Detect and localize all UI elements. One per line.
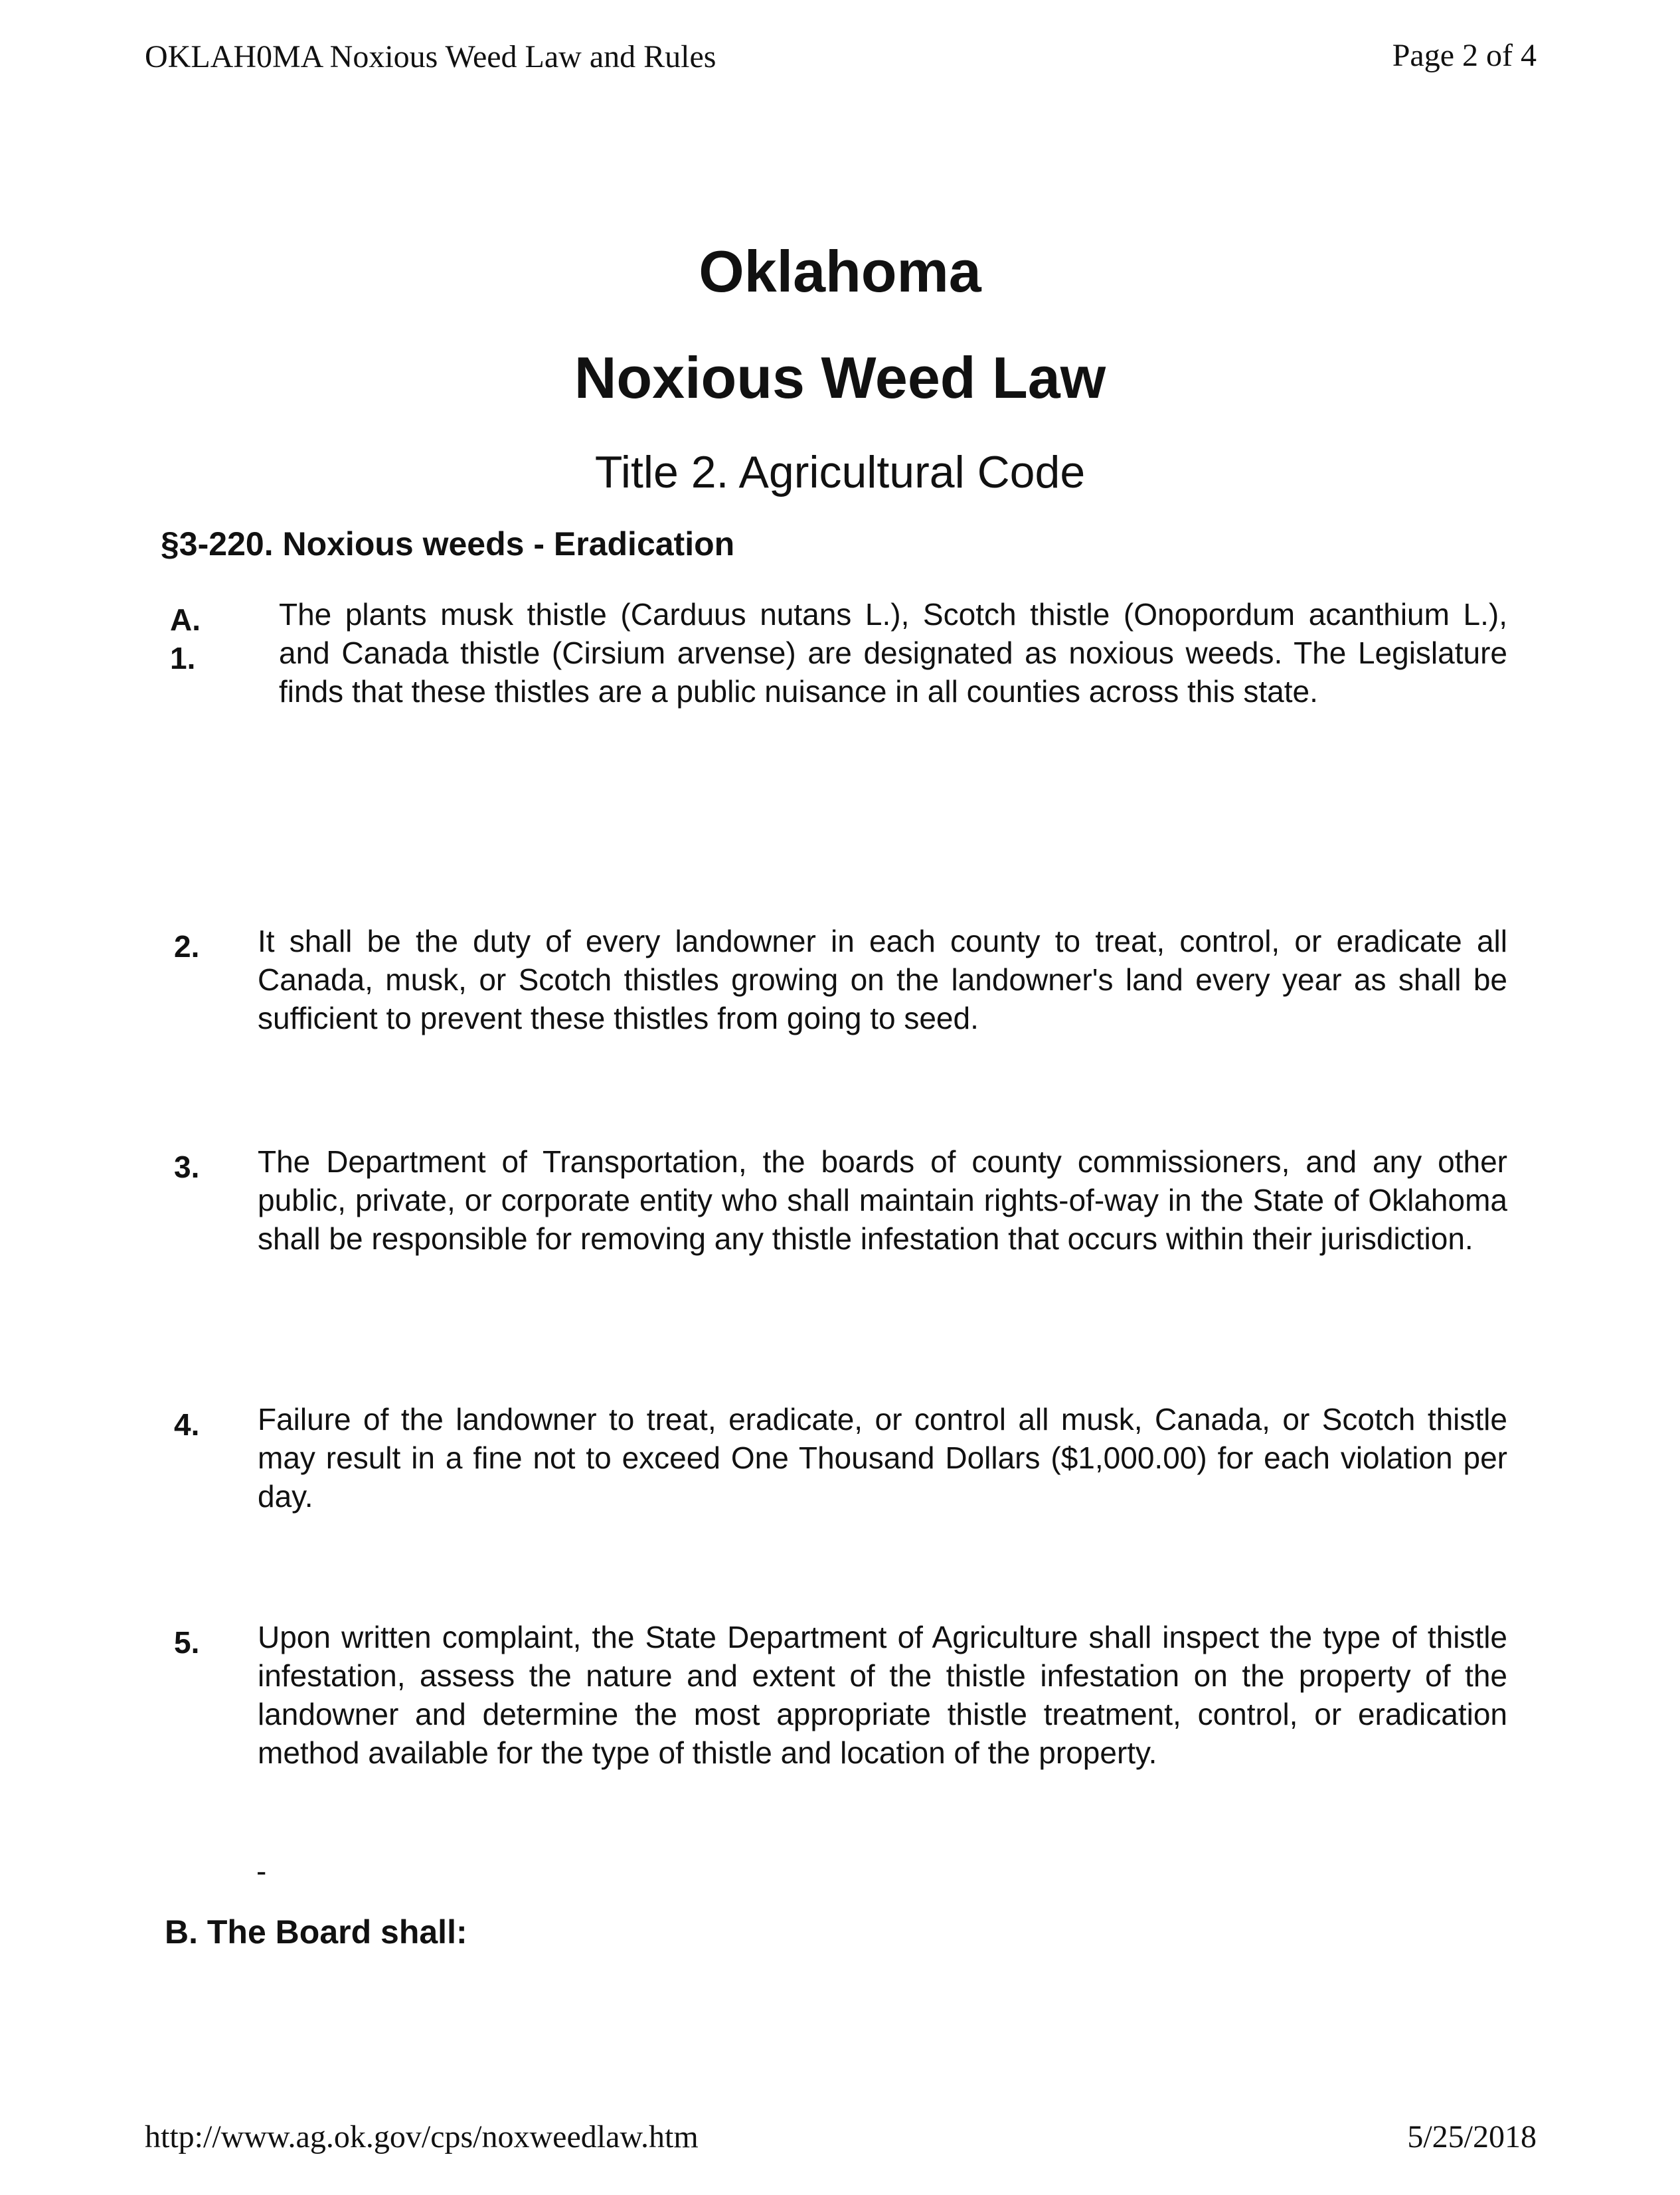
list-item-text: Failure of the landowner to treat, eradicate, or control all musk, Canada, or Scotch thistle may result in a fine not to exceed One Thousand Dollars ($1,000.00) for each violation per day. <box>258 1402 1507 1514</box>
list-item-text: It shall be the duty of every landowner in each county to treat, control, or eradicate all Canada, musk, or Scotch thistles growing on the landowner's land every year as shall be sufficient to prevent these thistles from going to seed. <box>258 924 1507 1035</box>
header-document-title: OKLAH0MA Noxious Weed Law and Rules <box>145 39 716 74</box>
footer-date: 5/25/2018 <box>1407 2119 1537 2154</box>
subsection-b-heading: B. The Board shall: <box>165 1913 467 1951</box>
page-title-law: Noxious Weed Law <box>574 345 1106 410</box>
list-item-label: 4. <box>174 1407 200 1442</box>
list-item-label: 2. <box>174 929 200 964</box>
page-title-state: Oklahoma <box>699 238 981 304</box>
header-page-number: Page 2 of 4 <box>1392 38 1537 73</box>
list-item-text: The plants musk thistle (Carduus nutans L.), Scotch thistle (Onopordum acanthium L.), and Canada thistle (Cirsium arvense) are designated as noxious weeds. The Legislature finds that these thistles are a public nuisance in all counties across this state. <box>279 597 1507 709</box>
list-item-label: A. 1. <box>170 602 201 675</box>
list-item-label: 3. <box>174 1150 200 1184</box>
list-item-text: Upon written complaint, the State Department of Agriculture shall inspect the type of thistle infestation, assess the nature and extent of the thistle infestation on the property of the landowner and determine the most appropriate thistle treatment, control, or eradication method available for the type of thistle and location of the property. <box>258 1620 1507 1770</box>
stray-dash-mark: - <box>256 1854 267 1888</box>
list-item-text: The Department of Transportation, the boards of county commissioners, and any other public, private, or corporate entity who shall maintain rights-of-way in the State of Oklahoma shall be responsible for removing any thistle infestation that occurs within their jurisdiction. <box>258 1144 1507 1256</box>
page-subtitle-code: Title 2. Agricultural Code <box>594 447 1086 497</box>
section-heading: §3-220. Noxious weeds - Eradication <box>161 525 735 563</box>
footer-url: http://www.ag.ok.gov/cps/noxweedlaw.htm <box>145 2119 699 2154</box>
list-item-label: 5. <box>174 1625 200 1660</box>
